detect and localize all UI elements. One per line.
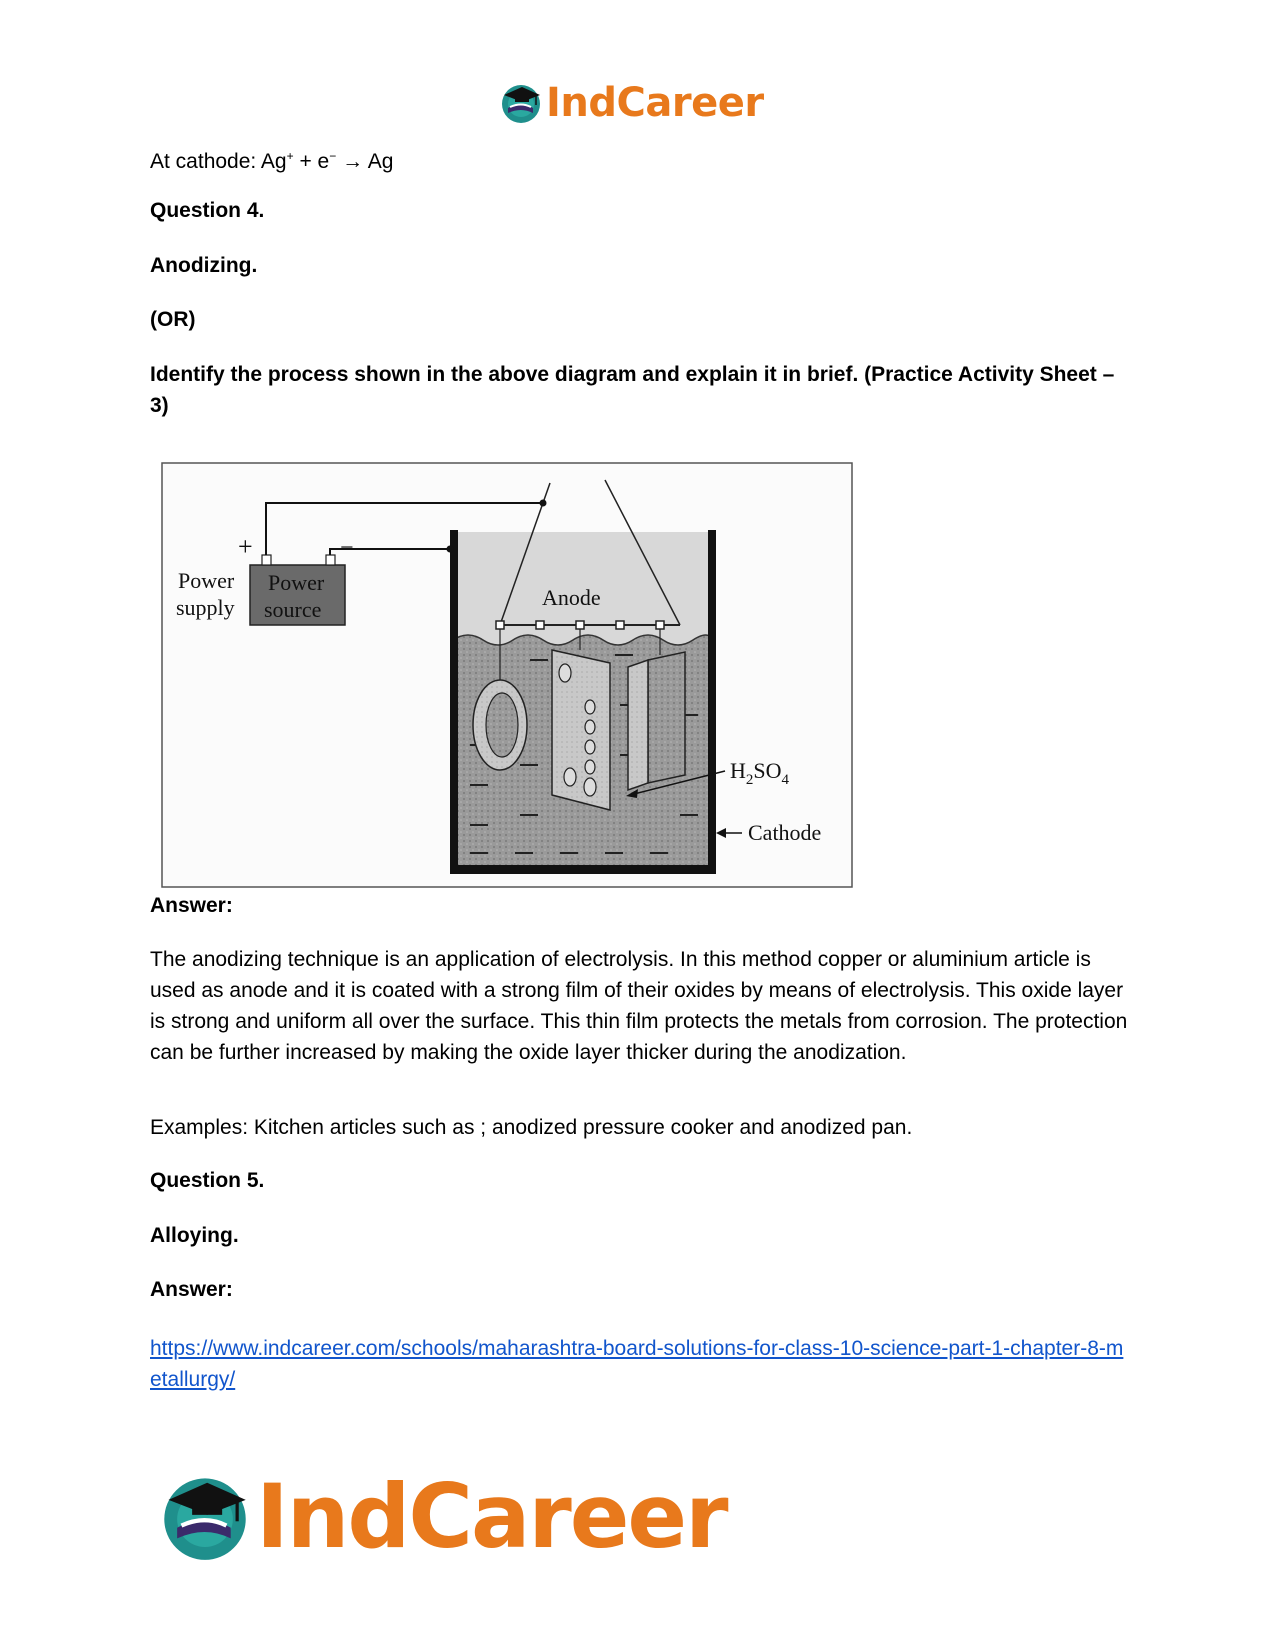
- brand-logo-top: [500, 80, 764, 126]
- equation-text: → Ag: [336, 150, 394, 173]
- answer-paragraph: The anodizing technique is an application of electrolysis. In this method copper or aluminium article is used as anode and it is coated with a strong film of their oxides by means of electrolysis. This oxide layer is strong and uniform all over the surface. This thin film protects the metals from corrosion. The protection can be further increased by making the oxide layer thicker during the anodization.: [150, 948, 1128, 1064]
- anodizing-diagram-svg: [150, 455, 865, 905]
- power-source-label-2: source: [264, 597, 322, 622]
- power-supply-label-1: Power: [178, 568, 235, 593]
- cathode-equation: [150, 141, 1130, 177]
- superscript: −: [329, 149, 337, 163]
- graduation-cap-icon: [160, 1472, 250, 1562]
- link-container: [150, 1333, 1130, 1395]
- question-5-topic: Alloying.: [150, 1224, 239, 1247]
- source-link[interactable]: https://www.indcareer.com/schools/maharashtra-board-solutions-for-class-10-science-part-1-chapter-8-metallurgy/: [150, 1337, 1124, 1391]
- bracket-article: [648, 652, 685, 783]
- brand-name: IndCareer: [546, 80, 764, 126]
- graduation-cap-icon: [500, 82, 542, 124]
- answer-label-2: Answer:: [150, 1278, 233, 1301]
- anodizing-diagram: [150, 455, 865, 905]
- power-supply-label-2: supply: [176, 595, 235, 620]
- plus-terminal-sign: +: [238, 532, 253, 561]
- anode-label: Anode: [542, 585, 601, 610]
- equation-text: At cathode: Ag: [150, 150, 287, 173]
- or-separator: (OR): [150, 308, 196, 331]
- question-4-topic: Anodizing.: [150, 254, 258, 277]
- electrolyte-label: $H_2SO_4$: [730, 758, 790, 788]
- power-source-label-1: Power: [268, 570, 325, 595]
- answer-label: Answer:: [150, 894, 233, 917]
- cathode-wall-bottom: [450, 865, 716, 874]
- superscript: +: [286, 149, 294, 163]
- brand-logo-bottom: [160, 1465, 727, 1568]
- cathode-wall-left: [450, 530, 458, 872]
- question-4-title: Question 4.: [150, 199, 265, 222]
- cathode-wall-right: [708, 530, 716, 872]
- brand-name: IndCareer: [256, 1465, 727, 1568]
- minus-terminal-sign: −: [340, 535, 354, 561]
- question-4-alternate: Identify the process shown in the above diagram and explain it in brief. (Practice Activity Sheet – 3): [150, 363, 1115, 417]
- question-5-title: Question 5.: [150, 1169, 265, 1192]
- equation-text: + e: [293, 150, 330, 173]
- examples-paragraph: Examples: Kitchen articles such as ; anodized pressure cooker and anodized pan.: [150, 1116, 913, 1139]
- cathode-label: Cathode: [748, 820, 822, 845]
